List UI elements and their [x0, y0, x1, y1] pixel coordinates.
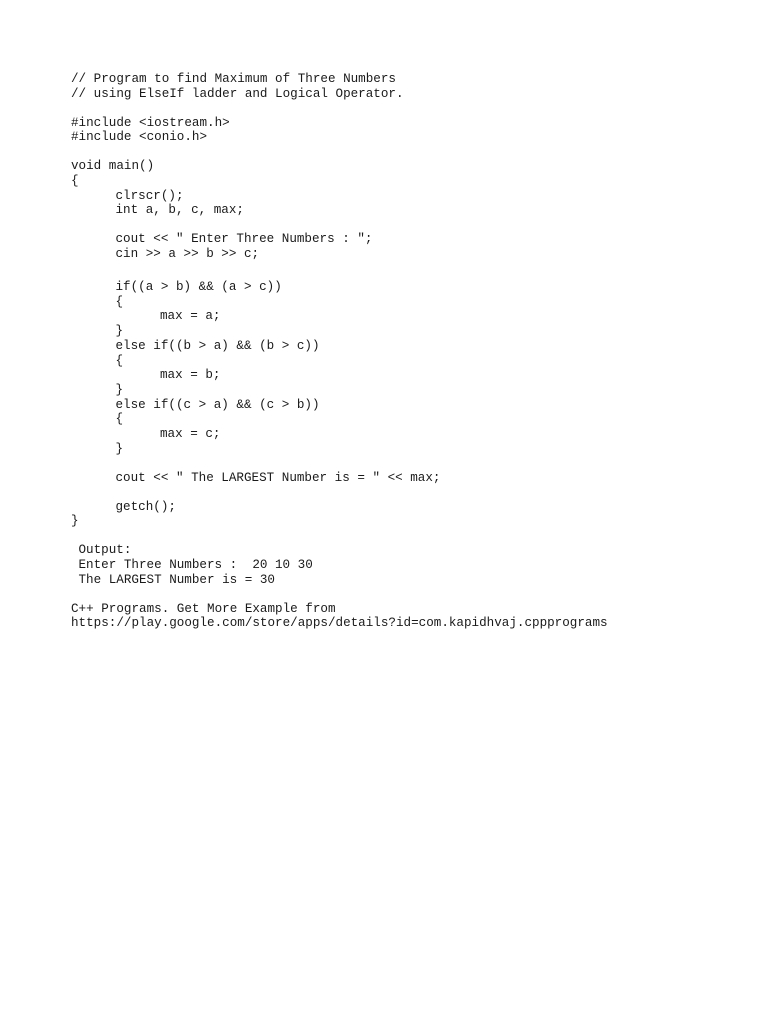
code-line-declaration: int a, b, c, max; [115, 203, 244, 218]
code-line-cin: cin >> a >> b >> c; [115, 247, 260, 262]
close-brace: } [115, 324, 124, 339]
code-line-clrscr: clrscr(); [115, 188, 184, 203]
main-declaration: void main() [71, 159, 155, 174]
spacer [71, 456, 751, 470]
spacer [71, 101, 751, 115]
open-brace: { [115, 353, 124, 368]
include-line: #include <iostream.h> [71, 115, 230, 130]
code-line-assign-b: max = b; [160, 368, 221, 383]
code-line-assign-c: max = c; [160, 426, 221, 441]
spacer [71, 145, 751, 159]
close-brace: } [115, 382, 124, 397]
comment-line: // using ElseIf ladder and Logical Operator. [71, 86, 404, 101]
close-brace: } [115, 441, 124, 456]
code-line-else-if-b: else if((b > a) && (b > c)) [115, 338, 320, 353]
code-line-assign-a: max = a; [160, 309, 221, 324]
code-document [71, 72, 751, 631]
spacer [71, 266, 751, 280]
output-heading: Output: [78, 543, 132, 558]
code-line-cout-prompt: cout << " Enter Three Numbers : "; [115, 232, 373, 247]
spacer [71, 218, 751, 232]
spacer [71, 587, 751, 601]
include-line: #include <conio.h> [71, 130, 208, 145]
open-brace: { [115, 294, 124, 309]
close-brace: } [71, 514, 79, 529]
spacer [71, 529, 751, 543]
footer-url: https://play.google.com/store/apps/details?id=com.kapidhvaj.cppprograms [71, 616, 608, 631]
output-line: The LARGEST Number is = 30 [78, 572, 275, 587]
code-line-getch: getch(); [115, 499, 176, 514]
open-brace: { [115, 412, 124, 427]
open-brace: { [71, 174, 79, 189]
comment-line: // Program to find Maximum of Three Numbers [71, 72, 396, 86]
footer-text: C++ Programs. Get More Example from [71, 601, 336, 616]
spacer [71, 485, 751, 499]
output-line: Enter Three Numbers : 20 10 30 [78, 557, 313, 572]
code-line-cout-result: cout << " The LARGEST Number is = " << max; [115, 470, 441, 485]
code-line-else-if-c: else if((c > a) && (c > b)) [115, 397, 320, 412]
code-line-if: if((a > b) && (a > c)) [115, 280, 282, 295]
